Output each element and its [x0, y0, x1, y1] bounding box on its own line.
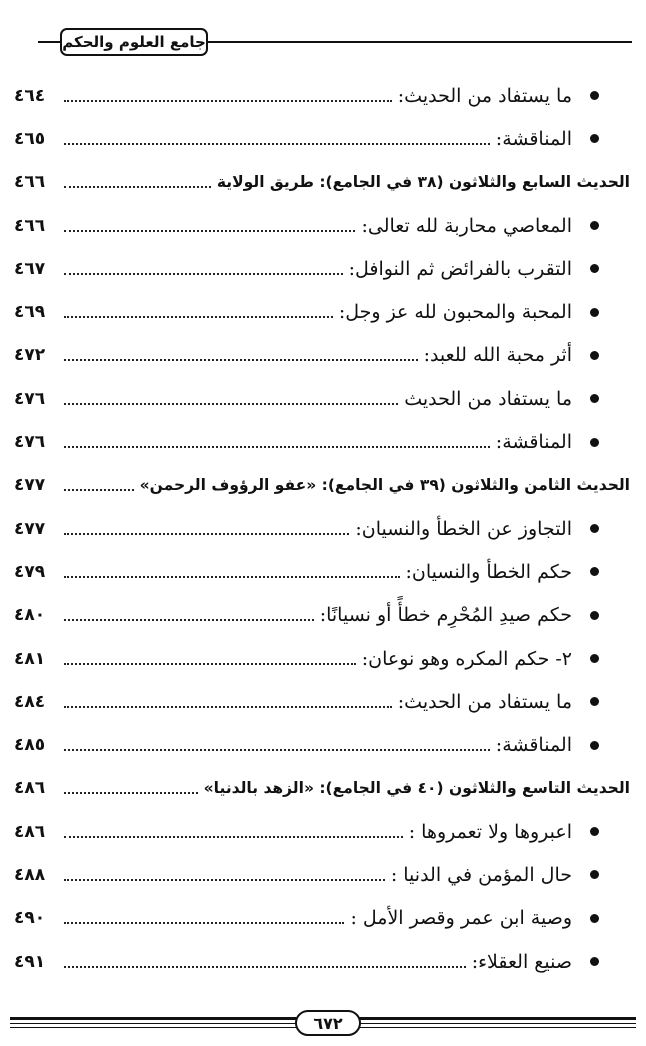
dot-leader	[64, 619, 314, 621]
toc-entry	[14, 940, 632, 983]
toc-page-number: ٤٩١	[14, 951, 46, 972]
toc-entry	[14, 334, 632, 377]
bullet-icon	[590, 611, 599, 620]
bullet-icon	[590, 91, 599, 100]
toc-page-number: ٤٦٩	[14, 302, 46, 323]
toc-page-number: ٤٦٦	[14, 215, 46, 236]
bullet-icon	[590, 524, 599, 533]
toc-entry-title: وصية ابن عمر وقصر الأمل :	[350, 907, 572, 930]
bullet-icon	[590, 264, 599, 273]
dot-leader	[64, 663, 356, 665]
toc-page-number: ٤٧٦	[14, 432, 46, 453]
toc-entry	[14, 290, 632, 333]
toc-entry-title: التجاوز عن الخطأ والنسيان:	[355, 517, 572, 540]
toc-page-number: ٤٨٦	[14, 778, 46, 799]
toc-entry-title: الحديث الثامن والثلاثون (٣٩ في الجامع): «عفو الرؤوف الرحمن»	[139, 476, 630, 495]
bullet-icon	[590, 654, 599, 663]
table-of-contents	[14, 74, 632, 983]
toc-page-number: ٤٦٥	[14, 128, 46, 149]
dot-leader	[64, 316, 333, 318]
toc-entry-title: الحديث التاسع والثلاثون (٤٠ في الجامع): «الزهد بالدنيا»	[203, 779, 630, 798]
toc-entry	[14, 507, 632, 550]
toc-entry-title: حكم صيدِ المُحْرِم خطأً أو نسيانًا:	[319, 604, 572, 627]
dot-leader	[64, 230, 355, 232]
toc-entry	[14, 810, 632, 853]
toc-entry-title: أثر محبة الله للعبد:	[423, 344, 572, 367]
toc-section-heading	[14, 161, 632, 204]
toc-entry-title: ما يستفاد من الحديث:	[397, 84, 572, 107]
bullet-icon	[590, 957, 599, 966]
dot-leader	[64, 359, 418, 361]
toc-page-number: ٤٦٧	[14, 258, 46, 279]
bullet-icon	[590, 394, 599, 403]
dot-leader	[64, 749, 490, 751]
toc-page-number: ٤٨٥	[14, 735, 46, 756]
toc-page-number: ٤٧٢	[14, 345, 46, 366]
toc-entry	[14, 594, 632, 637]
dot-leader	[64, 836, 403, 838]
toc-entry	[14, 723, 632, 766]
bullet-icon	[590, 741, 599, 750]
toc-entry-title: المناقشة:	[495, 734, 572, 757]
bullet-icon	[590, 221, 599, 230]
toc-page-number: ٤٦٤	[14, 85, 46, 106]
page-number: ٦٧٢	[295, 1010, 361, 1036]
dot-leader	[64, 273, 343, 275]
toc-entry-title: ٢- حكم المكره وهو نوعان:	[361, 647, 572, 670]
toc-entry	[14, 637, 632, 680]
toc-entry-title: حكم الخطأ والنسيان:	[405, 560, 572, 583]
toc-section-heading	[14, 767, 632, 810]
toc-entry-title: التقرب بالفرائض ثم النوافل:	[348, 257, 572, 280]
toc-entry	[14, 74, 632, 117]
toc-entry-title: الحديث السابع والثلاثون (٣٨ في الجامع): طريق الولاية	[216, 173, 630, 192]
dot-leader	[64, 186, 211, 188]
toc-entry-title: المناقشة:	[495, 431, 572, 454]
dot-leader	[64, 706, 392, 708]
toc-entry	[14, 550, 632, 593]
toc-section-heading	[14, 464, 632, 507]
toc-entry-title: اعبروها ولا تعمروها :	[408, 820, 572, 843]
toc-entry-title: المعاصي محاربة لله تعالى:	[361, 214, 572, 237]
toc-page-number: ٤٨٠	[14, 605, 46, 626]
toc-entry	[14, 204, 632, 247]
dot-leader	[64, 143, 490, 145]
bullet-icon	[590, 870, 599, 879]
toc-entry-title: حال المؤمن في الدنيا :	[390, 863, 572, 886]
bullet-icon	[590, 134, 599, 143]
toc-entry	[14, 247, 632, 290]
bullet-icon	[590, 567, 599, 576]
toc-entry	[14, 853, 632, 896]
toc-entry	[14, 897, 632, 940]
toc-page-number: ٤٨٦	[14, 821, 46, 842]
toc-entry	[14, 420, 632, 463]
toc-entry-title: المحبة والمحبون لله عز وجل:	[338, 301, 572, 324]
toc-entry-title: المناقشة:	[495, 127, 572, 150]
dot-leader	[64, 879, 385, 881]
toc-page-number: ٤٧٧	[14, 518, 46, 539]
toc-page-number: ٤٨٤	[14, 691, 46, 712]
toc-entry-title: صنيع العقلاء:	[471, 950, 572, 973]
toc-entry	[14, 377, 632, 420]
toc-page-number: ٤٨١	[14, 648, 46, 669]
toc-entry-title: ما يستفاد من الحديث	[404, 387, 572, 410]
running-header-title: جامع العلوم والحكم	[60, 28, 208, 56]
dot-leader	[64, 100, 392, 102]
dot-leader	[64, 922, 344, 924]
toc-entry	[14, 117, 632, 160]
bullet-icon	[590, 308, 599, 317]
bullet-icon	[590, 697, 599, 706]
bullet-icon	[590, 438, 599, 447]
bullet-icon	[590, 914, 599, 923]
dot-leader	[64, 533, 349, 535]
toc-page-number: ٤٦٦	[14, 172, 46, 193]
dot-leader	[64, 966, 466, 968]
dot-leader	[64, 403, 398, 405]
toc-page-number: ٤٧٦	[14, 388, 46, 409]
toc-page-number: ٤٨٨	[14, 864, 46, 885]
bullet-icon	[590, 351, 599, 360]
dot-leader	[64, 446, 490, 448]
toc-entry-title: ما يستفاد من الحديث:	[397, 690, 572, 713]
toc-page-number: ٤٧٩	[14, 561, 46, 582]
toc-page-number: ٤٧٧	[14, 475, 46, 496]
toc-entry	[14, 680, 632, 723]
dot-leader	[64, 576, 400, 578]
dot-leader	[64, 489, 134, 491]
bullet-icon	[590, 827, 599, 836]
toc-page-number: ٤٩٠	[14, 908, 46, 929]
dot-leader	[64, 792, 198, 794]
